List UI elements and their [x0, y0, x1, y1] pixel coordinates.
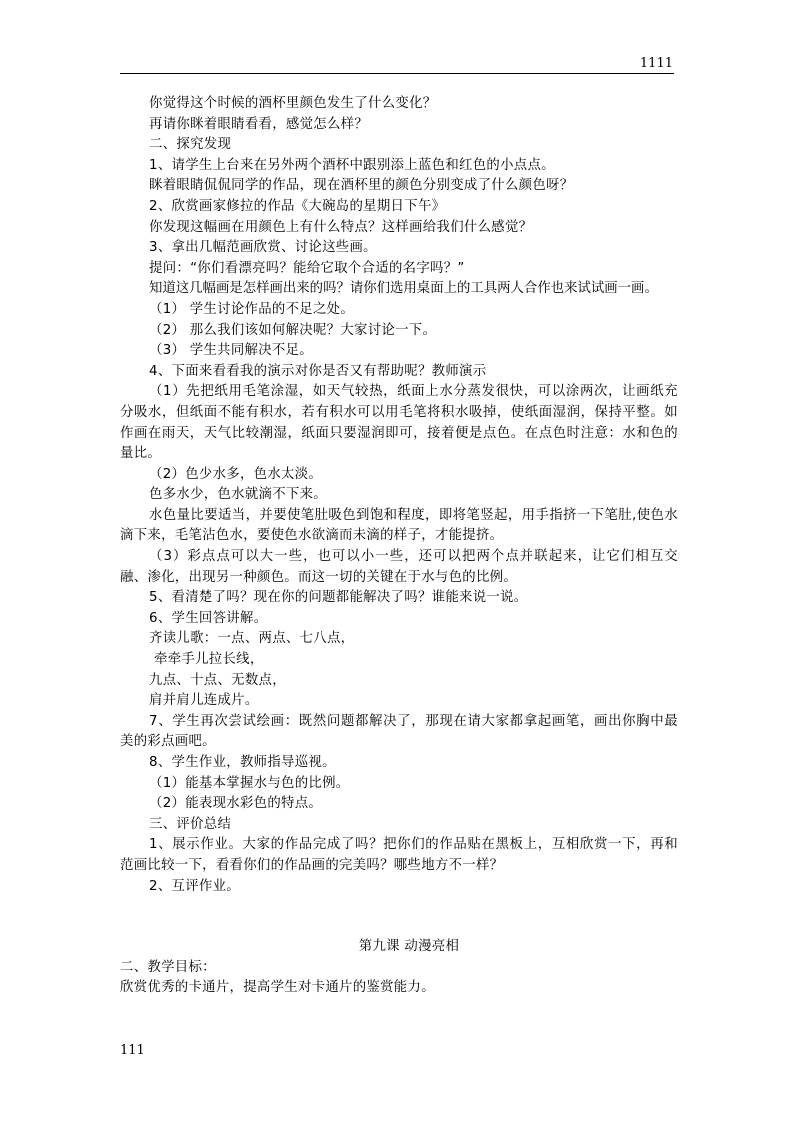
poem-line: 牵牵手儿拉长线， — [154, 652, 264, 668]
text-line: 3、拿出几幅范画欣赏、讨论这些画。 — [149, 240, 377, 256]
list-item: （1）能基本掌握水与色的比例。 — [149, 775, 350, 791]
lesson-title: 第九课 动漫亮相 — [358, 939, 460, 955]
text-line: 再请你眯着眼睛看看，感觉怎么样？ — [149, 116, 369, 132]
section-heading: 二、探究发现 — [149, 137, 232, 153]
paragraph: 1、展示作业。大家的作品完成了吗？把你们的作品贴在黑板上，互相欣赏一下，再和范画比较一下，看看你们的作品画的完美吗？哪些地方不一样？ — [120, 837, 678, 873]
list-item: （2）能表现水彩色的特点。 — [149, 796, 323, 812]
section-heading: 三、评价总结 — [149, 816, 232, 832]
poem-line: 齐读儿歌：一点、两点、七八点， — [149, 631, 355, 647]
text-line: 知道这几幅画是怎样画出来的吗？请你们选用桌面上的工具两人合作也来试试画一画。 — [149, 281, 658, 297]
text-line: 你觉得这个时候的酒杯里颜色发生了什么变化？ — [149, 96, 437, 111]
text-line: 5、看清楚了吗？现在你的问题都能解决了吗？谁能来说一说。 — [149, 590, 528, 606]
text-line: 提问：“你们看漂亮吗？能给它取个合适的名字吗？” — [149, 260, 465, 276]
paragraph: 水色量比要适当，并要使笔肚吸色到饱和程度，即将笔竖起，用手指挤一下笔肚,使色水滴下来，毛笔沾色水，要使色水欲滴而未滴的样子，才能提挤。 — [120, 507, 678, 544]
text-line: 4、下面来看看我的演示对你是否又有帮助呢？教师演示 — [149, 363, 487, 379]
text-line: 你发现这幅画在用颜色上有什么特点？这样画给我们什么感觉？ — [149, 219, 533, 235]
text-line: 1、请学生上台来在另外两个酒杯中跟别添上蓝色和红色的小点点。 — [149, 157, 555, 173]
text-line: 色多水少，色水就滴不下来。 — [149, 487, 327, 503]
header-page-number: 1111 — [639, 56, 673, 71]
text-line: 眯着眼睛侃侃同学的作品，现在酒杯里的颜色分别变成了什么颜色呀？ — [149, 178, 574, 194]
text-line: （2）色少水多，色水太淡。 — [149, 466, 323, 482]
paragraph: 7、学生再次尝试绘画：既然问题都解决了，那现在请大家都拿起画笔，画出你胸中最美的彩点画吧。 — [120, 713, 678, 750]
list-item: （3） 学生共同解决不足。 — [149, 343, 313, 359]
text-line: 2、互评作业。 — [149, 878, 240, 894]
text-line: 8、学生作业，教师指导巡视。 — [149, 755, 336, 770]
footer-page-number: 111 — [120, 1043, 145, 1058]
poem-line: 肩并肩儿连成片。 — [149, 693, 259, 709]
section-heading: 二、教学目标： — [120, 959, 216, 975]
poem-line: 九点、十点、无数点， — [149, 672, 286, 688]
list-item: （2） 那么我们该如何解决呢？大家讨论一下。 — [149, 322, 437, 338]
list-item: （1） 学生讨论作品的不足之处。 — [149, 301, 355, 317]
spacer — [120, 897, 678, 937]
text-line: 6、学生回答讲解。 — [149, 610, 268, 626]
text-line: 2、欣赏画家修拉的作品《大碗岛的星期日下午》 — [149, 198, 446, 214]
paragraph: （1）先把纸用毛笔涂湿，如天气较热，纸面上水分蒸发很快，可以涂两次，让画纸充分吸水，但纸面不能有积水，若有积水可以用毛笔将积水吸掉，使纸面湿润，保持平整。如作画在雨天，天气比较潮湿，纸面只要湿润即可，接着便是点色。在点色时注意：水和色的量比。 — [120, 384, 678, 462]
document-body — [120, 94, 678, 999]
paragraph: （3）彩点点可以大一些，也可以小一些，还可以把两个点并联起来，让它们相互交融、渗化，出现另一种颜色。而这一切的关键在于水与色的比例。 — [120, 549, 678, 585]
text-line: 欣赏优秀的卡通片，提高学生对卡通片的鉴赏能力。 — [120, 980, 435, 996]
header-divider — [120, 73, 674, 74]
